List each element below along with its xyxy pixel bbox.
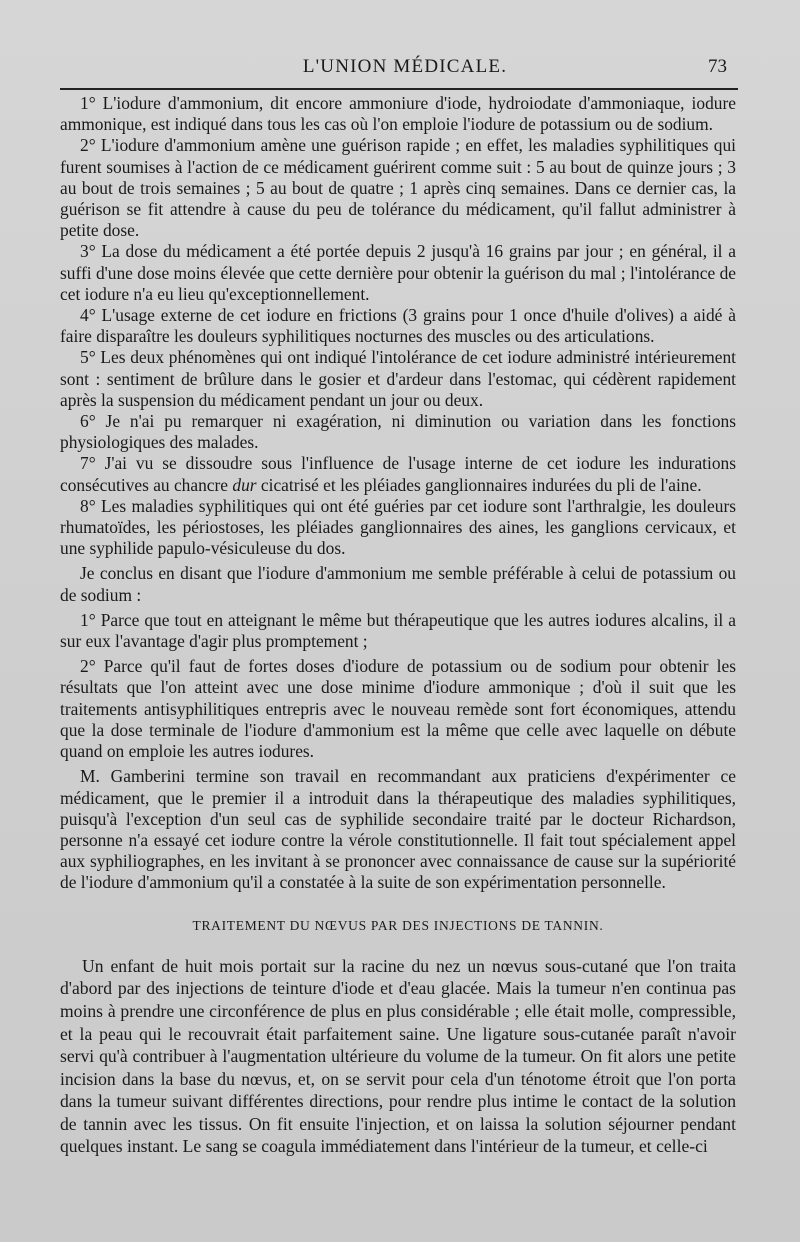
conclusion-intro: Je conclus en disant que l'iodure d'ammonium me semble préférable à celui de potassium ou de sodium :	[60, 563, 736, 605]
conclusion-point: 1° Parce que tout en atteignant le même but thérapeutique que les autres iodures alcalins, il a sur eux l'avantage d'agir plus promptement ;	[60, 609, 736, 652]
paragraph: 2° L'iodure d'ammonium amène une guérison rapide ; en effet, les maladies syphilitiques qui furent soumises à l'action de ce médicament guérirent comme suit : 5 au bout de quinze jours ; 3 au bout de trois semaines ; 5 au bout de quatre ; 1 après cinq semaines. Dans ce dernier cas, la guérison se fit attendre à cause du peu de tolérance du médicament, qu'il fallut administrer à petite dose.	[60, 135, 736, 241]
paragraph: Un enfant de huit mois portait sur la racine du nez un nœvus sous-cutané que l'on traita d'abord par des injections de teinture d'iode et d'eau glacée. Mais la tumeur n'en continua pas moins à prendre une circonférence de plus en plus considérable ; elle était molle, compressible, et la peau qui le recouvrait était parfaitement saine. Une ligature sous-cutanée paraît n'avoir servi qu'à contribuer à l'augmentation ultérieure du volume de la tumeur. On fit alors une petite incision dans la base du nœvus, et, on se servit pour cela d'un ténotome étroit que l'on porta dans la tumeur suivant différentes directions, pour rendre plus intime le contact de la solution de tannin avec les tissus. On fit ensuite l'injection, et on laissa la solution séjourner pendant quelques instant. Le sang se coagula immédiatement dans l'intérieur de la tumeur, et celle-ci	[60, 955, 736, 1157]
paragraph: 1° L'iodure d'ammonium, dit encore ammoniure d'iode, hydroiodate d'ammoniaque, iodure ammonique, est indiqué dans tous les cas où l'on emploie l'iodure de potassium ou de sodium.	[60, 93, 736, 135]
paragraph: 8° Les maladies syphilitiques qui ont été guéries par cet iodure sont l'arthralgie, les douleurs rhumatoïdes, les périostoses, les pléiades ganglionnaires des aines, les ganglions cervicaux, et une syphilide papulo-vésiculeuse du dos.	[60, 495, 736, 559]
article-body	[60, 93, 736, 1158]
paragraph: 4° L'usage externe de cet iodure en frictions (3 grains pour 1 once d'huile d'olives) a aidé à faire disparaître les douleurs syphilitiques nocturnes des muscles ou des articulations.	[60, 305, 736, 347]
conclusion-point: 2° Parce qu'il faut de fortes doses d'iodure de potassium ou de sodium pour obtenir les résultats que l'on atteint avec une dose minime d'iodure ammonique ; d'où il suit que les traitements antisyphilitiques entrepris avec le nouveau remède sont fort économiques, attendu que la dose terminale de l'iodure d'ammonium est la même que celle avec laquelle on débute quand on emploie les autres iodures.	[60, 656, 736, 762]
paragraph-text: 7° J'ai vu se dissoudre sous l'influence de l'usage interne de cet iodure les indurations consécutives au chancre	[60, 453, 736, 495]
italic-word: dur	[232, 474, 257, 495]
section-title: TRAITEMENT DU NŒVUS PAR DES INJECTIONS DE TANNIN.	[192, 917, 604, 933]
paragraph: 5° Les deux phénomènes qui ont indiqué l'intolérance de cet iodure administré intérieurement sont : sentiment de brûlure dans le gosier et d'ardeur dans l'estomac, qui cédèrent rapidement après la suspension du médicament pendant un jour ou deux.	[60, 347, 736, 410]
section-body	[60, 955, 736, 1158]
page-number: 73	[708, 56, 727, 77]
paragraph: 3° La dose du médicament a été portée depuis 2 jusqu'à 16 grains par jour ; en général, il a suffi d'une dose moins élevée que cette dernière pour obtenir la guérison du mal ; l'intolérance de cet iodure n'a eu lieu qu'exceptionnellement.	[60, 241, 736, 304]
paragraph: M. Gamberini termine son travail en recommandant aux praticiens d'expérimenter ce médicament, que le premier il a introduit dans la thérapeutique des maladies syphilitiques, puisqu'à l'exception d'un seul cas de syphilide secondaire traité par le docteur Richardson, personne n'a essayé cet iodure contre la vérole constitutionnelle. Il fait tout spécialement appel aux syphiliographes, en les invitant à se prononcer avec connaissance de cause sur la supériorité de l'iodure d'ammonium qu'il a constatée à la suite de son expérimentation personnelle.	[60, 766, 736, 893]
paragraph	[60, 453, 736, 495]
paragraph-text: cicatrisé et les pléiades ganglionnaires indurées du pli de l'aine.	[256, 474, 702, 495]
header-rule	[60, 88, 738, 90]
running-title: L'UNION MÉDICALE.	[302, 56, 508, 77]
paragraph: 6° Je n'ai pu remarquer ni exagération, ni diminution ou variation dans les fonctions physiologiques des malades.	[60, 411, 736, 453]
page-header	[55, 50, 755, 84]
